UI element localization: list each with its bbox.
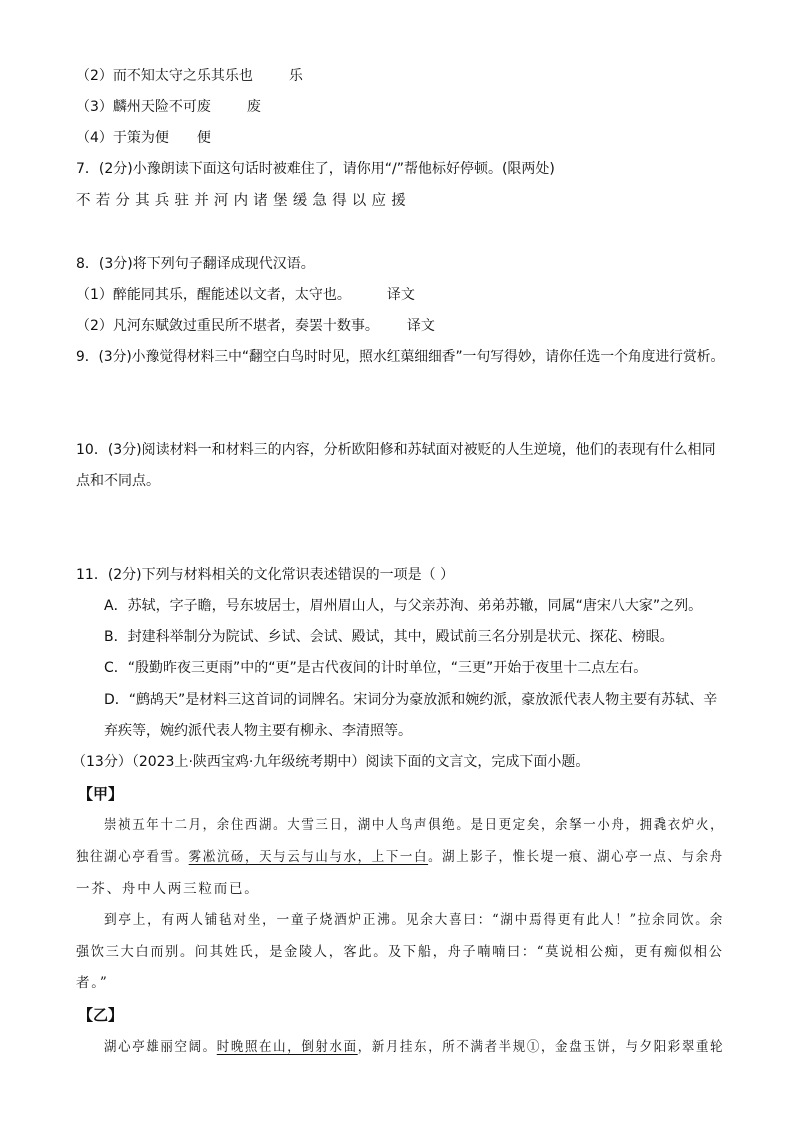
passage-jia-p1-line-1: 崇祯五年十二月，余住西湖。大雪三日，湖中人鸟声俱绝。是日更定矣，余拏一小舟，拥毳衣炉火， xyxy=(104,817,725,833)
q6-item-4 xyxy=(76,128,211,148)
q6-item-3 xyxy=(76,97,261,117)
q6-item-4-target: 便 xyxy=(196,130,211,146)
q8-item-2 xyxy=(76,316,435,336)
section-intro: （13分）（2023上·陕西宝鸡·九年级统考期中）阅读下面的文言文，完成下面小题。 xyxy=(72,754,590,770)
q6-item-3-target: 废 xyxy=(246,99,261,115)
passage-yi-underlined-sentence: 时晚照在山，倒射水面 xyxy=(216,1039,358,1055)
q7-question: 7．(2分)小豫朗读下面这句话时被难住了，请你用“/”帮他标好停顿。(限两处) xyxy=(76,161,555,177)
q9-question: 9．(3分)小豫觉得材料三中“翻空白鸟时时见，照水红蕖细细香”一句写得妙，请你任选一个角度进行赏析。 xyxy=(76,349,725,365)
q8-question: 8．(3分)将下列句子翻译成现代汉语。 xyxy=(76,256,315,272)
passage-jia-title: 【甲】 xyxy=(78,785,124,803)
passage-jia-p1-line-2c: 。湖上影子，惟长堤一痕、湖心亭一点、与余舟 xyxy=(428,849,724,865)
q8-item-2-text: （2）凡河东赋敛过重民所不堪者，奏罢十数事。 xyxy=(76,318,379,334)
passage-jia-p2-line-3: 者。” xyxy=(76,975,109,991)
passage-jia-p2-line-2: 强饮三大白而别。问其姓氏，是金陵人，客此。及下船，舟子喃喃曰：“莫说相公痴，更有痴似相公 xyxy=(76,944,724,960)
passage-yi-p1-line-1c: ，新月挂东，所不满者半规①，金盘玉饼，与夕阳彩翠重轮 xyxy=(357,1039,725,1055)
q8-item-2-label: 译文 xyxy=(406,318,435,334)
q11-option-a: A．苏轼，字子瞻，号东坡居士，眉州眉山人，与父亲苏洵、弟弟苏辙，同属“唐宋八大家”之列。 xyxy=(104,598,703,614)
q10-line-1: 10．(3分)阅读材料一和材料三的内容，分析欧阳修和苏轼面对被贬的人生逆境，他们的表现有什么相同 xyxy=(76,442,716,458)
passage-jia-underlined-sentence: 雾凇沆砀，天与云与山与水，上下一白 xyxy=(188,849,429,865)
q10-line-2: 点和不同点。 xyxy=(76,473,160,489)
q6-item-2-target: 乐 xyxy=(288,68,303,84)
q11-option-c: C．“殷勤昨夜三更雨”中的“更”是古代夜间的计时单位，“三更”开始于夜里十二点左右。 xyxy=(104,660,648,676)
q11-option-b: B．封建科举制分为院试、乡试、会试、殿试，其中，殿试前三名分别是状元、探花、榜眼。 xyxy=(104,629,674,645)
passage-yi-p1-line-1 xyxy=(104,1037,724,1057)
q7-sentence: 不若分其兵驻并河内诸堡缓急得以应援 xyxy=(76,193,411,209)
q11-question: 11．(2分)下列与材料相关的文化常识表述错误的一项是（ ） xyxy=(76,567,455,583)
passage-yi-p1-line-1a: 湖心亭雄丽空阔。 xyxy=(104,1039,217,1055)
q6-item-2 xyxy=(76,66,303,86)
q6-item-4-text: （4）于策为便 xyxy=(76,130,169,146)
q11-option-d-line-2: 弃疾等，婉约派代表人物主要有柳永、李清照等。 xyxy=(104,723,412,739)
q6-item-2-text: （2）而不知太守之乐其乐也 xyxy=(76,68,253,84)
passage-jia-p1-line-2a: 独往湖心亭看雪。 xyxy=(76,849,189,865)
q8-item-1-text: （1）醉能同其乐，醒能述以文者，太守也。 xyxy=(76,287,351,303)
q11-option-d-line-1: D．“鹧鸪天”是材料三这首词的词牌名。宋词分为豪放派和婉约派，豪放派代表人物主要有苏轼、辛 xyxy=(104,692,718,708)
passage-yi-title: 【乙】 xyxy=(78,1006,124,1024)
passage-jia-p1-line-2 xyxy=(76,847,724,867)
passage-jia-p2-line-1: 到亭上，有两人铺毡对坐，一童子烧酒炉正沸。见余大喜曰：“湖中焉得更有此人！”拉余同饮。余 xyxy=(104,912,725,928)
q8-item-1 xyxy=(76,285,415,305)
q6-item-3-text: （3）麟州天险不可废 xyxy=(76,99,211,115)
q8-item-1-label: 译文 xyxy=(386,287,415,303)
passage-jia-p1-line-3: 一芥、舟中人两三粒而已。 xyxy=(76,881,260,897)
